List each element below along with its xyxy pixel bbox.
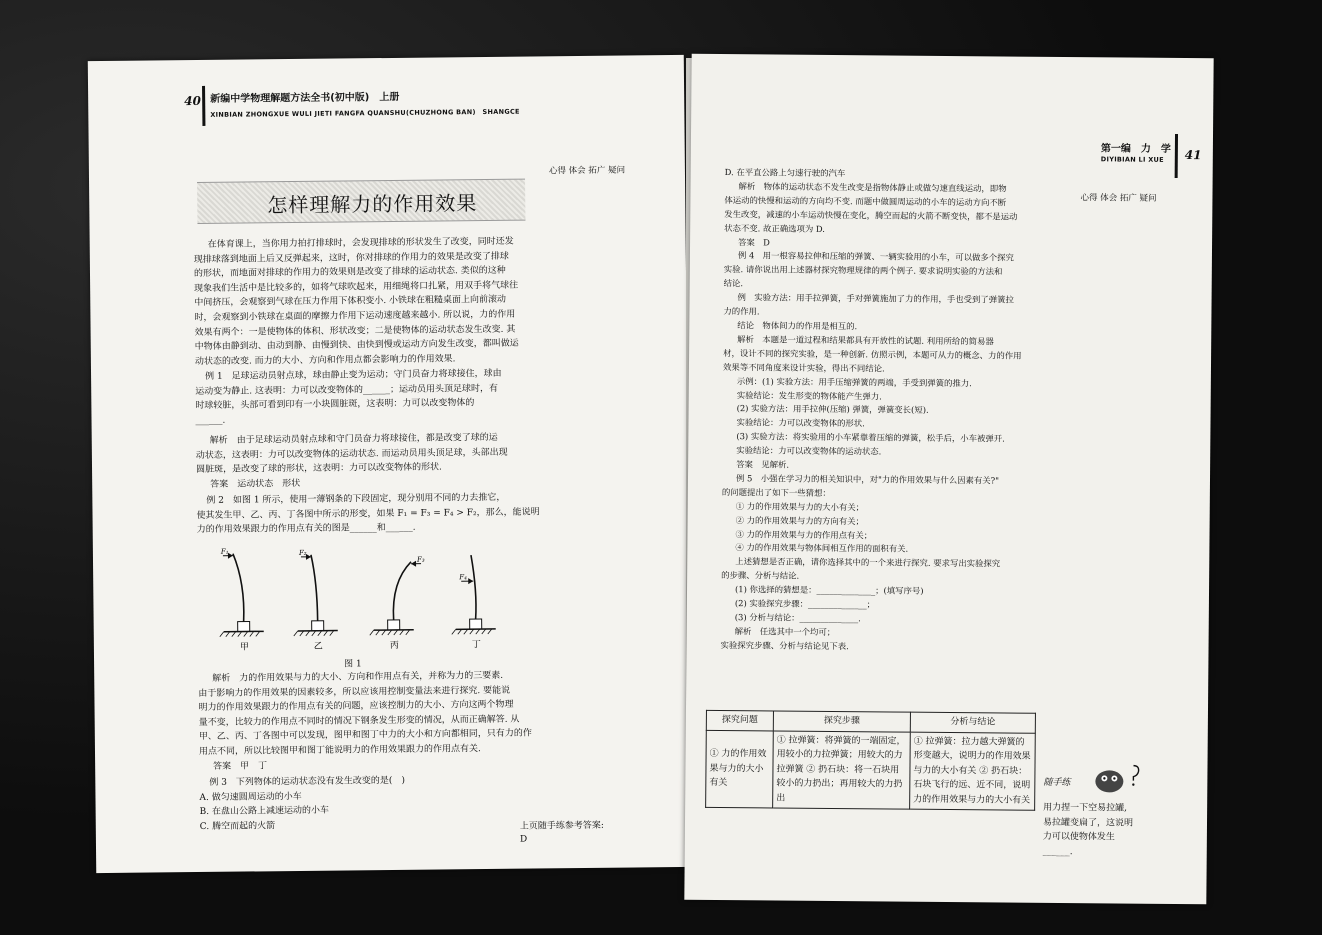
chapter-pinyin: DIYIBIAN LI XUE — [1100, 155, 1164, 164]
text-line: 的步骤、分析与结论. — [721, 570, 800, 581]
force-label: F₃ — [416, 555, 425, 564]
table-header: 探究步骤 — [773, 711, 910, 732]
figure-label: 丙 — [389, 640, 399, 652]
text-line: ① 力的作用效果与力的大小有关； — [735, 500, 865, 513]
text-line: ③ 力的作用效果与力的作用点有关； — [735, 528, 873, 540]
header-divider — [1175, 134, 1178, 178]
text-line: 实验结论：力可以改变物体的运动状态. — [736, 445, 882, 457]
practice-label: 随手练 — [1043, 777, 1071, 789]
practice-mascot-icon — [1087, 759, 1147, 800]
text-line: 实验结论：发生形变的物体能产生弹力. — [736, 389, 882, 401]
text-line: 实验探究步骤、分析与结论见下表. — [720, 639, 849, 651]
strip-yi — [293, 554, 338, 636]
example-3 — [199, 772, 546, 834]
text-line: 材，设计不同的探究实验，是一种创新. 仿照示例，本题可从力的概念、力的作用 — [723, 347, 1022, 361]
force-label: F₂ — [298, 548, 307, 557]
text-line: 结论. — [723, 278, 744, 289]
text-line: ______. — [1042, 846, 1073, 857]
text-line: 量不变，比较力的作用点不同时的情况下钢条发生形变的情况，从而正确解答. 从 — [198, 714, 520, 728]
text-line: 体运动的快慢和运动的方向均不变. 而题中做圆周运动的小车的运动方向不断 — [724, 194, 1007, 208]
right-page — [684, 54, 1213, 905]
text-line: 现象我们生活中是比较多的，如将气球吹起来，用细绳将口扎紧，用双手将气球往 — [194, 280, 519, 294]
text-line: 中物体由静到动、由动到静、由慢到快、由快到慢或运动方向发生改变，都叫做运 — [194, 338, 519, 353]
force-label: F₄ — [459, 573, 467, 582]
text-line: 的问题提出了如下一些猜想： — [721, 486, 831, 498]
option-c: C. 腾空而起的火箭 — [199, 821, 276, 832]
text-line: 中间挤压，会观察到气球在压力作用下体积变小. 小铁球在粗糙桌面上向前滚动 — [194, 295, 507, 309]
text-line: 效果等不同角度来设计实验，得出不同结论. — [722, 361, 885, 374]
page-number: 40 — [184, 93, 201, 109]
figure-label: 乙 — [313, 641, 323, 652]
strip-jia — [219, 552, 264, 636]
text-line: 圆脏斑，是改变了球的形状，这表明：力可以改变物体的形状. — [196, 462, 442, 476]
text-line: 动状态的改变. 而力的大小、方向和作用点都会影响力的作用效果. — [194, 354, 456, 367]
text-line: 力的作用. — [723, 306, 760, 317]
margin-label: 心得 体会 拓广 疑问 — [1080, 193, 1157, 204]
text-line: 力的作用效果跟力的作用点有关的图是______和______. — [196, 522, 416, 536]
figure-label: 丁 — [471, 640, 481, 651]
text-line: 解析 本题是一道过程和结果都具有开放性的试题. 利用所给的简易器 — [737, 334, 994, 347]
text-line: 时球较脏，头部可看到印有一小块圆脏斑，这表明：力可以改变物体的 — [195, 398, 475, 412]
text-line: 力可以使物体发生 — [1042, 831, 1115, 843]
example-2 — [196, 490, 542, 537]
table-cell: ① 拉弹簧：拉力越大弹簧的形变越大，说明力的作用效果与力的大小有关 ② 扔石块：石块飞行的远、近不同，说明力的作用效果与力的大小有关 — [910, 732, 1036, 811]
right-body — [720, 166, 1068, 656]
prev-answer-value: D — [519, 834, 528, 845]
text-line: 解析 物体的运动状态不发生改变是指物体静止或做匀速直线运动，即物 — [738, 181, 1007, 194]
page-number: 41 — [1184, 148, 1202, 163]
text-line: 例 实验方法：用手拉弹簧，手对弹簧施加了力的作用，手也受到了弹簧拉 — [737, 292, 1014, 305]
text-line: 用点不同，所以比较图甲和图丁能说明力的作用效果跟力的作用点有关. — [198, 744, 481, 757]
book-pinyin: XINBIAN ZHONGXUE WULI JIETI FANGFA QUANSHU(CHUZHONG BAN) SHANGCE — [210, 107, 520, 119]
text-line: (1) 你选择的猜想是：______________；(填写序号) — [734, 584, 924, 596]
left-page — [88, 55, 692, 873]
text-line: 上述猜想是否正确，请你选择其中的一个来进行探究. 要求写出实验探究 — [735, 556, 1001, 569]
strip-ding — [451, 555, 496, 634]
practice-text — [1043, 801, 1154, 860]
text-line: 甲、乙、丙、丁各图中可以发现，图甲和图丁中力的大小和方向都相同，只有力的作 — [198, 728, 532, 743]
text-line: 效果有两个：一是使物体的体积、形状改变；二是使物体的运动状态发生改变. 其 — [194, 324, 516, 338]
answer-line: 答案 D — [738, 236, 770, 247]
table-cell: ① 拉弹簧：将弹簧的一端固定，用较小的力拉弹簧；用较大的力拉弹簧 ② 扔石块：将一石块用较小的力扔出；再用较大的力扔出 — [773, 730, 911, 809]
text-line: 示例：(1) 实验方法：用手压缩弹簧的两端，手受到弹簧的推力. — [736, 375, 972, 388]
prev-answer — [520, 820, 604, 847]
figure-caption: 图 1 — [344, 659, 362, 670]
margin-label: 心得 体会 拓广 疑问 — [548, 165, 626, 177]
text-line: 解析 任选其中一个均可； — [734, 626, 836, 637]
figure-1 — [203, 541, 524, 654]
prev-answer-label: 上页随手练参考答案: — [519, 820, 604, 832]
text-line: 使其发生甲、乙、丙、丁各图中所示的形变，如果 F₁ = F₃ = F₄ > F₂，那么，能说明 — [196, 507, 540, 521]
text-line: 例 4 用一根容易拉伸和压缩的弹簧、一辆实验用的小车，可以做多个探究 — [737, 250, 1014, 263]
header-divider — [202, 86, 205, 126]
text-line: 例 5 小强在学习力的相关知识中，对"力的作用效果与什么因素有关?" — [735, 473, 1000, 486]
option-a: A. 做匀速圆周运动的小车 — [199, 791, 302, 803]
book-title: 新编中学物理解题方法全书(初中版) 上册 — [210, 91, 400, 105]
text-line: 运动变为静止. 这表明：力可以改变物体的______；运动员用头顶足球时，有 — [195, 383, 499, 397]
figure-label: 甲 — [239, 642, 249, 653]
text-line: 用力捏一下空易拉罐, — [1043, 802, 1128, 814]
text-line: 解析 力的作用效果与力的大小、方向和作用点有关，并称为力的三要素. — [212, 670, 504, 684]
text-line: 的形状，而地面对排球的作用力的效果则是改变了排球的运动状态. 类似的这种 — [193, 265, 506, 280]
example-1 — [195, 366, 542, 428]
text-line: 解析 由于足球运动员射点球和守门员奋力将球接住，都是改变了球的运 — [209, 432, 498, 446]
text-line: (3) 实验方法：将实验用的小车紧靠着压缩的弹簧，松手后，小车被弹开. — [736, 431, 1005, 444]
text-line: (3) 分析与结论：______________. — [734, 612, 861, 624]
text-line: (2) 实验探究步骤：______________； — [734, 598, 876, 610]
text-line: 例 3 下列物体的运动状态没有发生改变的是( ) — [209, 775, 405, 788]
force-label: F₁ — [220, 547, 229, 556]
text-line: 现排球落到地面上后又反弹起来，这时，你对排球的作用力的效果是改变了排球 — [193, 251, 509, 265]
text-line: 实验结论：力可以改变物体的形状. — [736, 417, 865, 429]
text-line: D. 在平直公路上匀速行驶的汽车 — [724, 167, 846, 179]
text-line: 易拉罐变扁了，这说明 — [1042, 817, 1134, 829]
strip-bing — [369, 561, 422, 636]
text-line: 状态不变. 故正确选项为 D. — [724, 222, 826, 234]
example-1-analysis — [196, 430, 543, 492]
text-line: 时，会观察到小铁球在桌面的摩擦力作用下运动速度越来越小. 所以说，力的作用 — [194, 309, 516, 324]
text-line: 在体育课上，当你用力拍打排球时，会发现排球的形状发生了改变，同时还发 — [207, 236, 514, 250]
table-header: 探究问题 — [706, 710, 773, 730]
table-header: 分析与结论 — [910, 712, 1035, 733]
text-line: 例 1 足球运动员射点球，球由静止变为运动；守门员奋力将球接住，球由 — [205, 368, 502, 382]
section-title: 怎样理解力的作用效果 — [267, 191, 478, 218]
text-line: 由于影响力的作用效果的因素较多，所以应该用控制变量法来进行探究. 要能说 — [198, 685, 511, 699]
table-row — [706, 730, 1036, 810]
answer-line: 答案 见解析. — [736, 459, 790, 470]
answer-line: 答案 甲 丁 — [213, 760, 268, 772]
text-line: ______. — [195, 415, 226, 426]
answer-line: 答案 运动状态 形状 — [210, 478, 301, 490]
text-line: (2) 实验方法：用手拉伸(压缩) 弹簧，弹簧变长(短). — [736, 403, 929, 416]
option-b: B. 在盘山公路上减速运动的小车 — [199, 805, 330, 818]
intro-paragraph — [194, 234, 541, 369]
chapter-title: 第一编 力 学 — [1100, 143, 1171, 155]
experiment-table — [705, 710, 1036, 811]
text-line: 动状态，这表明：力可以改变物体的运动状态. 而运动员用头顶足球，头部出现 — [195, 447, 508, 461]
text-line: 发生改变，减速的小车运动快慢在变化，腾空而起的火箭不断变快，都不是运动 — [724, 208, 1018, 222]
text-line: 明力的作用效果跟力的作用点有关的问题，应该控制力的大小、方向这两个物理 — [198, 699, 514, 714]
text-line: ④ 力的作用效果与物体间相互作用的面积有关. — [735, 542, 909, 555]
text-line: 实验. 请你说出用上述器材探究物理规律的两个例子. 要求说明实验的方法和 — [723, 264, 1003, 277]
text-line: 例 2 如图 1 所示，使用一薄钢条的下段固定，现分别用不同的力去推它， — [206, 492, 506, 506]
text-line: ② 力的作用效果与力的方向有关； — [735, 514, 864, 526]
example-2-analysis — [198, 668, 545, 774]
text-line: 结论 物体间力的作用是相互的. — [737, 320, 858, 332]
table-cell: ① 力的作用效果与力的大小有关 — [706, 730, 774, 808]
